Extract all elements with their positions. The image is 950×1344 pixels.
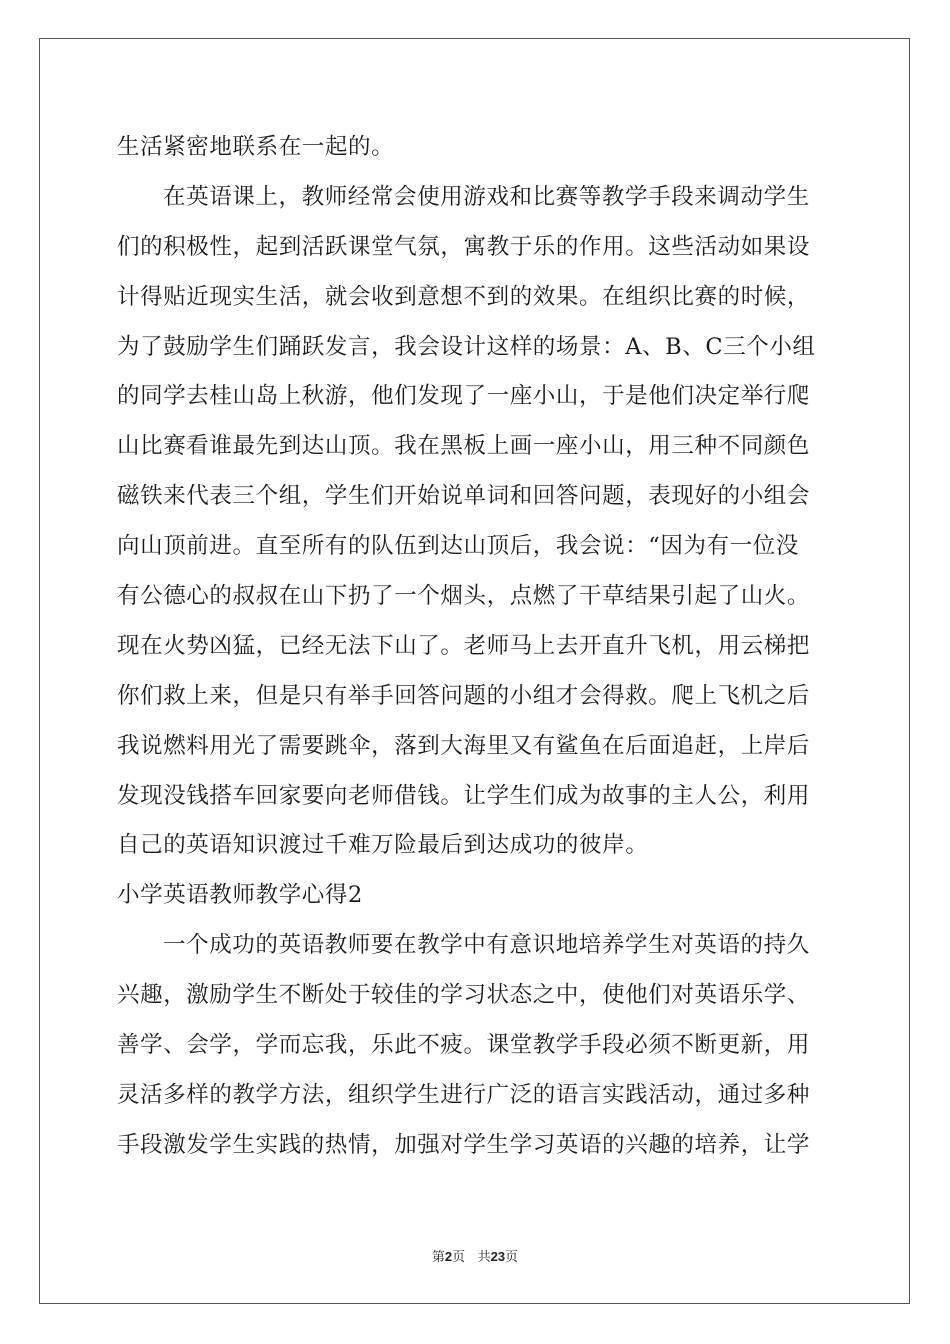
paragraph-first-line: 一个成功的英语教师要在教学中有意识地培养学生对英语的持久 xyxy=(163,932,810,959)
text-line: 的同学去桂山岛上秋游，他们发现了一座小山，于是他们决定举行爬 xyxy=(117,383,811,410)
section-heading: 小学英语教师教学心得2 xyxy=(117,882,363,909)
text-line: 灵活多样的教学方法，组织学生进行广泛的语言实践活动，通过多种 xyxy=(117,1081,811,1108)
text-line: 你们救上来，但是只有举手回答问题的小组才会得救。爬上飞机之后 xyxy=(117,682,811,709)
text-line: 有公德心的叔叔在山下扔了一个烟头，点燃了干草结果引起了山火。 xyxy=(117,583,811,610)
text-line: 发现没钱搭车回家要向老师借钱。让学生们成为故事的主人公，利用 xyxy=(117,782,811,809)
text-line: 山比赛看谁最先到达山顶。我在黑板上画一座小山，用三种不同颜色 xyxy=(117,433,811,460)
text-line: 向山顶前进。直至所有的队伍到达山顶后，我会说：“因为有一位没 xyxy=(117,533,800,560)
text-line: 手段激发学生实践的热情，加强对学生学习英语的兴趣的培养，让学 xyxy=(117,1131,811,1158)
footer-total-prefix: 共 xyxy=(477,1250,491,1265)
text-line: 们的积极性，起到活跃课堂气氛，寓教于乐的作用。这些活动如果设 xyxy=(117,233,811,260)
footer-page-suffix: 页 xyxy=(452,1250,466,1265)
text-line: 自己的英语知识渡过千难万险最后到达成功的彼岸。 xyxy=(117,832,649,859)
footer-prefix: 第 xyxy=(431,1250,445,1265)
footer-page-number: 2 xyxy=(444,1249,453,1264)
text-line: 为了鼓励学生们踊跃发言，我会设计这样的场景：A、B、C三个小组 xyxy=(117,333,816,360)
text-line: 磁铁来代表三个组，学生们开始说单词和回答问题，表现好的小组会 xyxy=(117,483,811,510)
text-line: 善学、会学，学而忘我，乐此不疲。课堂教学手段必须不断更新，用 xyxy=(117,1032,811,1059)
footer-total-suffix: 页 xyxy=(505,1250,519,1265)
page-footer xyxy=(0,1246,950,1265)
text-line: 现在火势凶猛，已经无法下山了。老师马上去开直升飞机，用云梯把 xyxy=(117,632,811,659)
text-line: 计得贴近现实生活，就会收到意想不到的效果。在组织比赛的时候， xyxy=(117,283,811,310)
document-body xyxy=(117,128,837,1176)
text-line: 兴趣，激励学生不断处于较佳的学习状态之中，使他们对英语乐学、 xyxy=(117,982,811,1009)
text-line: 我说燃料用光了需要跳伞，落到大海里又有鲨鱼在后面追赶，上岸后 xyxy=(117,732,811,759)
paragraph-first-line: 在英语课上，教师经常会使用游戏和比赛等教学手段来调动学生 xyxy=(163,183,810,210)
text-line: 生活紧密地联系在一起的。 xyxy=(117,134,395,160)
footer-total-pages: 23 xyxy=(490,1249,506,1264)
